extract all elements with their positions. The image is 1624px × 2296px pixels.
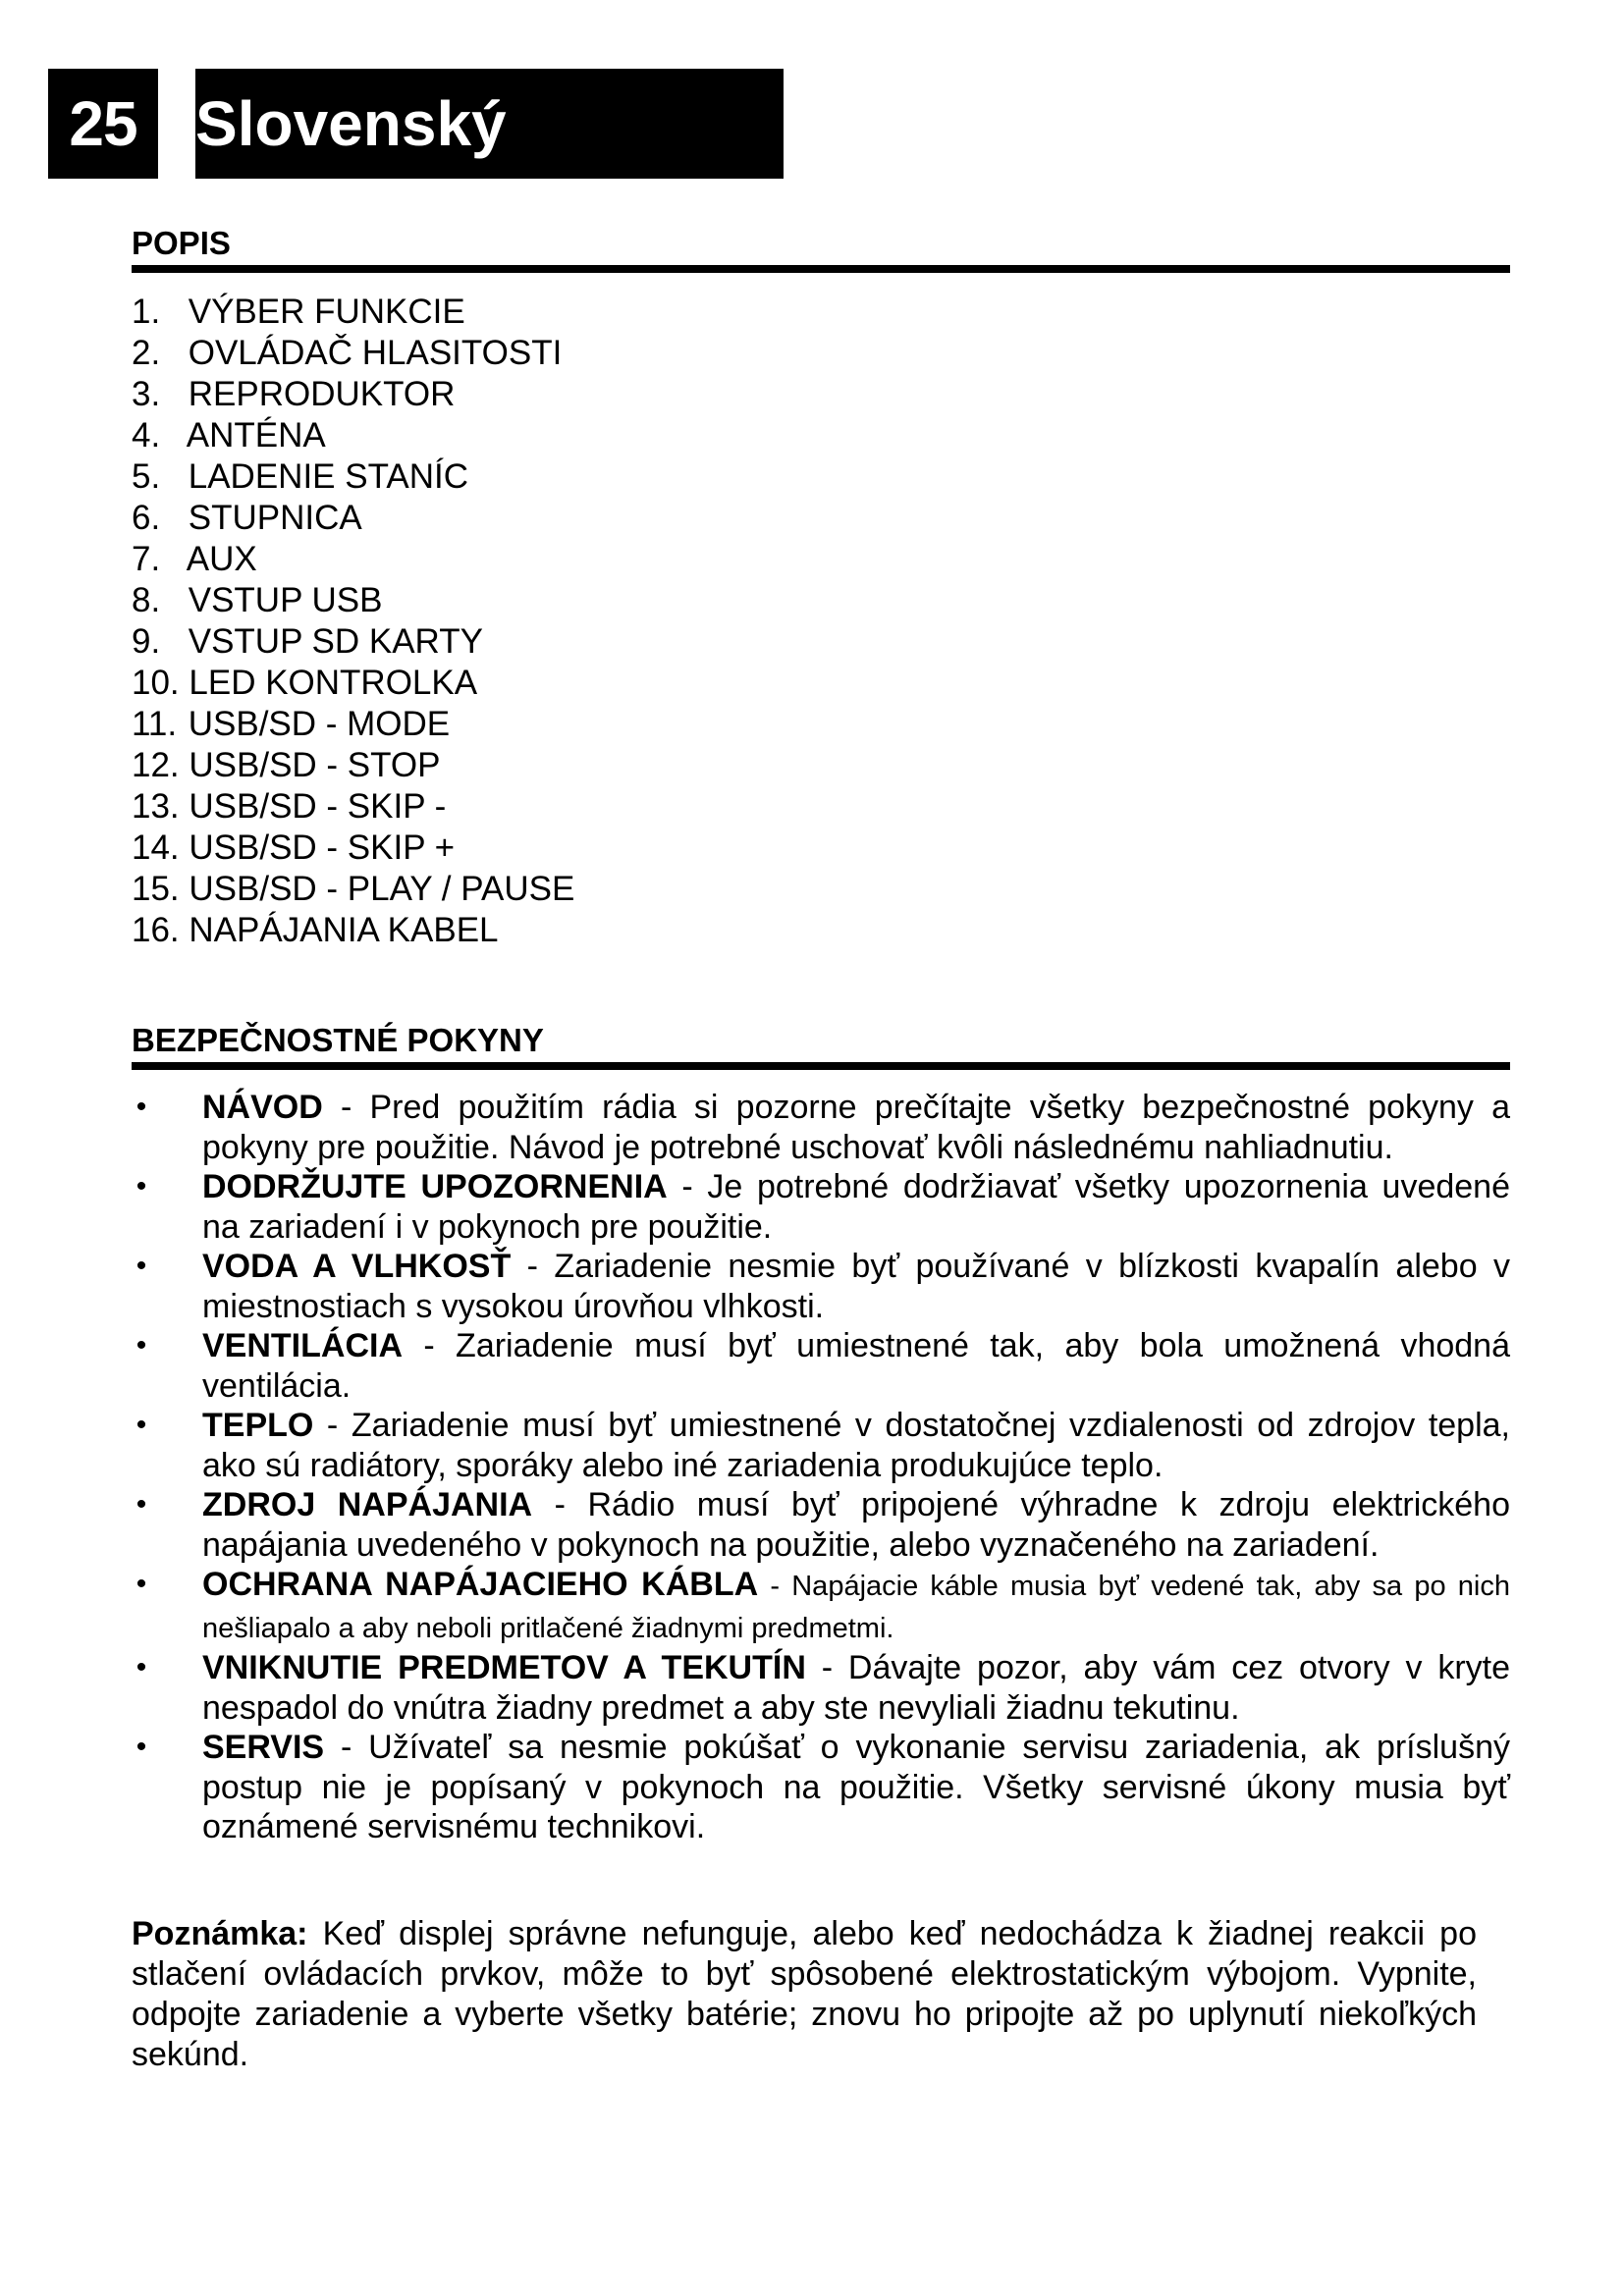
list-item <box>132 910 574 951</box>
item-number: 10. <box>132 664 180 702</box>
safety-item <box>132 1406 1510 1485</box>
safety-term: DODRŽUJTE UPOZORNENIA <box>202 1168 668 1205</box>
safety-list <box>132 1088 1510 1847</box>
item-number: 15. <box>132 870 180 908</box>
list-item <box>132 704 574 745</box>
list-item <box>132 415 574 456</box>
safety-item <box>132 1565 1510 1648</box>
bullet-icon: • <box>135 1568 147 1600</box>
item-number: 13. <box>132 787 180 826</box>
bullet-icon: • <box>135 1409 147 1441</box>
item-number: 14. <box>132 828 180 867</box>
safety-term: VENTILÁCIA <box>202 1327 403 1364</box>
item-number: 4. <box>132 416 161 454</box>
item-label: USB/SD - STOP <box>189 746 441 784</box>
item-number: 1. <box>132 293 161 331</box>
item-number: 11. <box>132 705 178 743</box>
safety-item <box>132 1326 1510 1406</box>
safety-term: VNIKNUTIE PREDMETOV A TEKUTÍN <box>202 1649 806 1686</box>
item-label: NAPÁJANIA KABEL <box>189 911 499 949</box>
list-item <box>132 333 574 374</box>
note-text: Keď displej správne nefunguje, alebo keď nedochádza k žiadnej reakcii po stlačení ovládacích prvkov, môže to byť spôsobené elektrostatickým výbojom. Vypnite, odpojte zariadenie a vyberte všetky batérie; znovu ho pripojte až po uplynutí niekoľkých sekúnd. <box>132 1915 1477 2073</box>
list-item <box>132 745 574 786</box>
safety-item <box>132 1485 1510 1565</box>
bullet-icon: • <box>135 1651 147 1683</box>
safety-text: - Zariadenie musí byť umiestnené tak, aby bola umožnená vhodná ventilácia. <box>202 1327 1510 1405</box>
list-item <box>132 786 574 828</box>
bullet-icon: • <box>135 1731 147 1763</box>
item-label: REPRODUKTOR <box>188 375 456 413</box>
item-label: LED KONTROLKA <box>189 664 478 702</box>
safety-text: - Dávajte pozor, aby vám cez otvory v kryte nespadol do vnútra žiadny predmet a aby ste nevyliali žiadnu tekutinu. <box>202 1649 1510 1727</box>
list-item <box>132 869 574 910</box>
safety-item <box>132 1247 1510 1326</box>
list-item <box>132 498 574 539</box>
item-label: VÝBER FUNKCIE <box>188 293 465 331</box>
safety-term: SERVIS <box>202 1729 325 1766</box>
item-number: 8. <box>132 581 161 619</box>
bullet-icon: • <box>135 1329 147 1362</box>
item-number: 6. <box>132 499 161 537</box>
item-number: 7. <box>132 540 161 578</box>
section-heading-safety: BEZPEČNOSTNÉ POKYNY <box>132 1021 1510 1070</box>
safety-term: ZDROJ NAPÁJANIA <box>202 1486 533 1523</box>
safety-term: VODA A VLHKOSŤ <box>202 1248 512 1285</box>
item-number: 5. <box>132 457 161 496</box>
safety-item <box>132 1088 1510 1167</box>
safety-item <box>132 1728 1510 1847</box>
bullet-icon: • <box>135 1091 147 1123</box>
list-item <box>132 580 574 621</box>
list-item <box>132 663 574 704</box>
bullet-icon: • <box>135 1250 147 1282</box>
item-label: AUX <box>186 540 257 578</box>
item-label: USB/SD - SKIP - <box>189 787 447 826</box>
bullet-icon: • <box>135 1488 147 1521</box>
safety-text: - Zariadenie musí byť umiestnené v dostatočnej vzdialenosti od zdrojov tepla, ako sú radiátory, sporáky alebo iné zariadenia produkujúce teplo. <box>202 1407 1510 1484</box>
list-item <box>132 292 574 333</box>
list-item <box>132 828 574 869</box>
item-label: OVLÁDAČ HLASITOSTI <box>188 334 563 372</box>
item-label: VSTUP USB <box>188 581 383 619</box>
item-number: 2. <box>132 334 161 372</box>
safety-text: - Rádio musí byť pripojené výhradne k zdroju elektrického napájania uvedeného v pokynoch na použitie, alebo vyznačeného na zariadení. <box>202 1486 1510 1564</box>
safety-text: - Je potrebné dodržiavať všetky upozornenia uvedené na zariadení i v pokynoch pre použitie. <box>202 1168 1510 1246</box>
list-item <box>132 456 574 498</box>
safety-text: - Pred použitím rádia si pozorne prečítajte všetky bezpečnostné pokyny a pokyny pre použitie. Návod je potrebné uschovať kvôli následnému nahliadnutiu. <box>202 1089 1510 1166</box>
note-label: Poznámka: <box>132 1915 308 1952</box>
item-label: LADENIE STANÍC <box>188 457 468 496</box>
item-number: 16. <box>132 911 180 949</box>
item-label: ANTÉNA <box>186 416 326 454</box>
list-item <box>132 374 574 415</box>
note-paragraph <box>132 1914 1477 2075</box>
list-item <box>132 621 574 663</box>
item-number: 3. <box>132 375 161 413</box>
item-number: 12. <box>132 746 180 784</box>
item-label: USB/SD - SKIP + <box>189 828 456 867</box>
bullet-icon: • <box>135 1170 147 1202</box>
item-label: USB/SD - PLAY / PAUSE <box>189 870 575 908</box>
page-number: 25 <box>48 69 158 179</box>
page-title: Slovenský <box>195 69 784 179</box>
item-number: 9. <box>132 622 161 661</box>
safety-term: TEPLO <box>202 1407 314 1444</box>
item-label: VSTUP SD KARTY <box>188 622 483 661</box>
safety-text: - Napájacie káble musia byť vedené tak, aby sa po nich nešliapalo a aby neboli pritlačené žiadnymi predmetmi. <box>202 1571 1510 1644</box>
parts-list <box>132 292 574 951</box>
safety-text: - Užívateľ sa nesmie pokúšať o vykonanie servisu zariadenia, ak príslušný postup nie je popísaný v pokynoch na použitie. Všetky servisné úkony musia byť oznámené servisnému technikovi. <box>202 1729 1510 1845</box>
safety-term: NÁVOD <box>202 1089 323 1126</box>
list-item <box>132 539 574 580</box>
safety-text: - Zariadenie nesmie byť používané v blízkosti kvapalín alebo v miestnostiach s vysokou úrovňou vlhkosti. <box>202 1248 1511 1325</box>
safety-item <box>132 1167 1510 1247</box>
section-heading-popis: POPIS <box>132 224 1510 273</box>
safety-term: OCHRANA NAPÁJACIEHO KÁBLA <box>202 1566 759 1603</box>
item-label: USB/SD - MODE <box>188 705 451 743</box>
item-label: STUPNICA <box>188 499 362 537</box>
safety-item <box>132 1648 1510 1728</box>
